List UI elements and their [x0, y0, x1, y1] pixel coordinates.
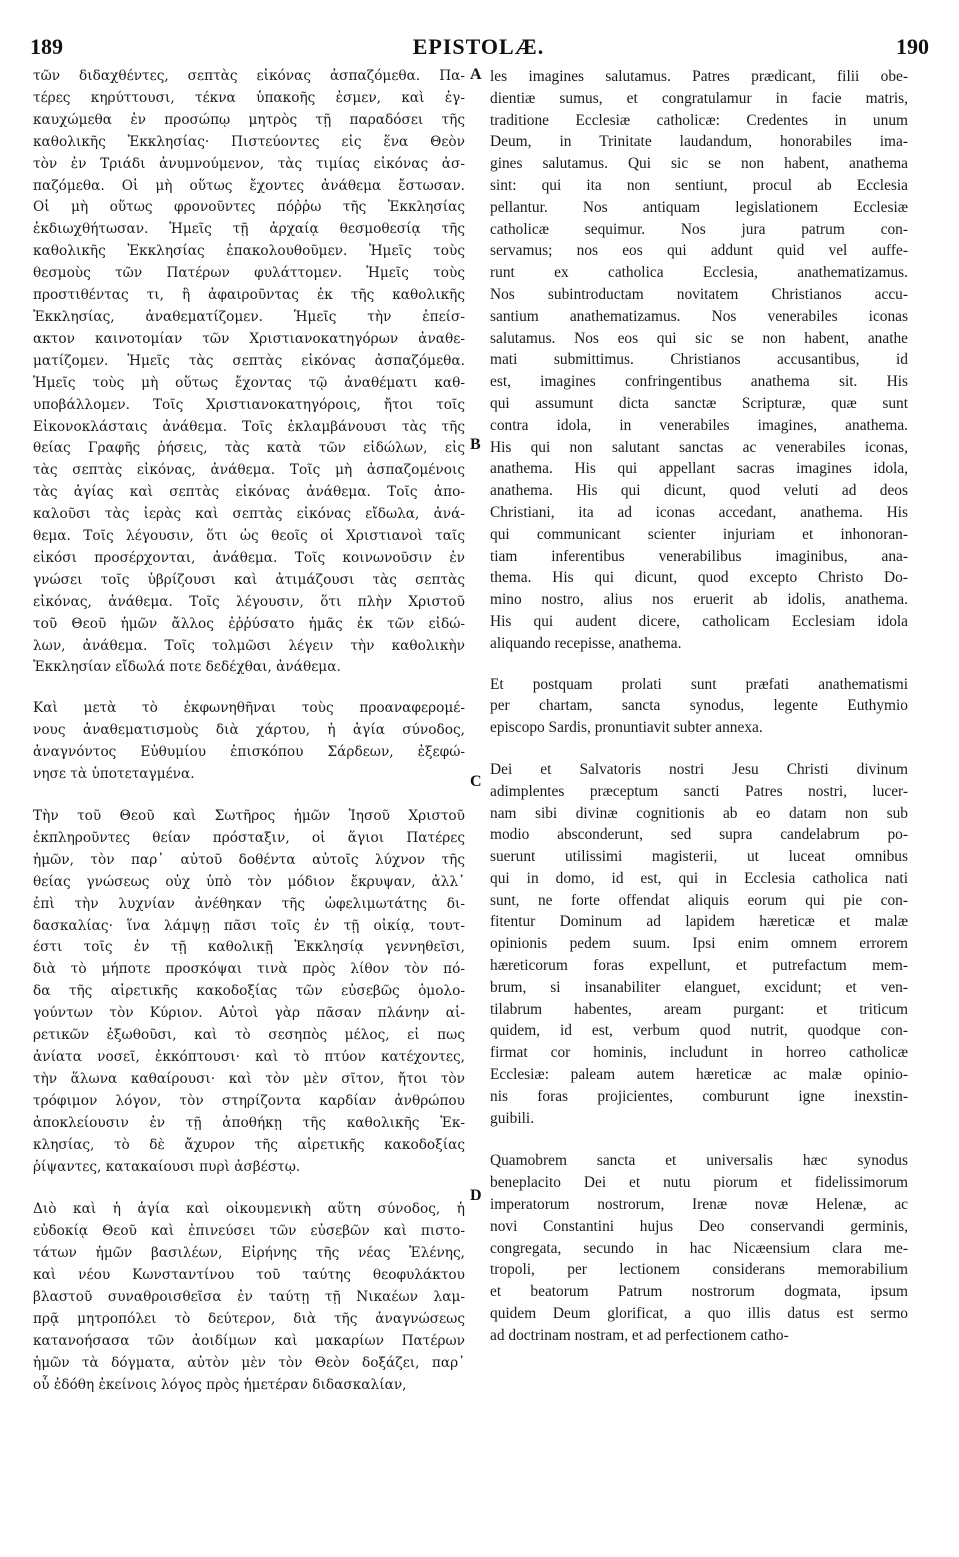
text-line: Ecclesiæ: paleam autem hæreticæ ac malæ opinio- [490, 1066, 908, 1084]
text-line: καλοῦσι τὰς ἱερὰς καὶ σεπτὰς εἰκόνας εἴδωλα, ἀνά- [33, 506, 465, 523]
page-number-left: 189 [30, 34, 63, 59]
text-line: τάτων ἡμῶν βασιλέων, Εἰρήνης τῆς νέας Ἑλένης, [33, 1245, 465, 1262]
text-line: ἀποκλείουσιν ἐν τῇ ἀποθήκῃ τῆς καθολικῆς Ἐκ- [33, 1114, 465, 1131]
text-line: salutamus. Nos eos qui sic se non habent, anathe [490, 329, 908, 347]
section-marker-a: A [470, 66, 482, 83]
text-line: catholicæ sequimur. Nos jura patrum con- [490, 220, 908, 238]
text-line: per chartam, sancta synodus, legente Euthymio [490, 697, 908, 715]
text-line: guibili. [490, 1109, 535, 1127]
latin-paragraph [490, 1150, 908, 1346]
text-line: et beatorum Patrum nostrorum dogmata, ipsum [490, 1283, 908, 1301]
text-line: qui in domo, id est, qui in Ecclesia catholica nati [490, 869, 908, 887]
text-line: ακτον καινοτομίαν τῶν Χριστιανοκατηγόρων ἀναθε- [33, 330, 465, 347]
text-line: dientiæ sumus, et congratulamur in facie matris, [490, 89, 908, 107]
text-line: πρᾷ μητροπόλει τὸ δεύτερον, διὰ τῆς ἀναγνώσεως [33, 1310, 465, 1327]
text-line: opinionis pedem suum. Ipsi enim omnem errorem [490, 935, 908, 953]
text-line: anathema. His qui dicunt, quod veluti ad deos [490, 482, 908, 500]
text-line: fitentur Dominum ad lapidem hæreticæ et malæ [490, 913, 908, 931]
latin-column [490, 66, 908, 1347]
text-line: εἰκόνας, ἀνάθεμα. Τοῖς λέγουσιν, ὅτι πλὴν Χριστοῦ [33, 593, 465, 610]
text-line: sint: qui ita non sentiunt, procul ab Ecclesia [490, 176, 908, 194]
text-line: novi Constantini hujus Deo conservandi germinis, [490, 1217, 908, 1235]
text-line: qui assumunt dicta sanctæ Scripturæ, quæ sunt [490, 394, 908, 412]
text-line: aliquando recepisse, anathema. [490, 634, 682, 652]
text-line: καὶ νέου Κωνσταντίνου τοῦ ταύτης θεοφυλάκτου [33, 1267, 465, 1284]
text-line: δα τῆς αἱρετικῆς κακοδοξίας τῶν εὐσεβῶς ὁμολο- [33, 983, 465, 1000]
text-line: Et postquam prolati sunt præfati anathematismi [490, 675, 908, 693]
text-line: διὰ τὸ μήποτε προσκόψαι τινὰ πρὸς λίθον τὸν πό- [33, 961, 465, 978]
text-line: congregata, secundo in hac Nicæensium clara me- [490, 1239, 908, 1257]
text-line: Deum, in Trinitate laudandum, honorabiles ima- [490, 133, 908, 151]
text-line: His qui non salutant sanctas ac venerabiles iconas, [490, 438, 908, 456]
text-line: τέρες κηρύττουσι, τέκνα ὑπακοῆς ἐσμεν, καὶ ἐγ- [33, 89, 465, 106]
greek-paragraph [33, 698, 465, 786]
text-line: ἐπὶ τὴν λυχνίαν ἀνέθηκαν τῆς ὠφελιμωτάτης δι- [33, 895, 465, 912]
text-line: κατανοήσασα τῶν ἀοιδίμων καὶ μακαρίων Πατέρων [33, 1332, 465, 1349]
text-line: Ἐκκλησίας, ἀναθεματίζομεν. Ἡμεῖς τὴν ἐπείσ- [33, 308, 465, 325]
text-line: imperatorum nostrorum, Irenæ novæ Helenæ, ac [490, 1196, 908, 1214]
text-line: mati submittimus. Christianos accusantibus, id [490, 351, 908, 369]
text-line: ἡμῶν, τὸν παρ᾽ αὐτοῦ δοθέντα αὐτοῖς λύχνον τῆς [33, 851, 465, 868]
text-line: tropoli, per lectionem considerans memorabilium [490, 1261, 908, 1279]
section-marker-c: C [470, 773, 482, 790]
text-line: λων, ἀνάθεμα. Τοῖς τολμῶσι λέγειν τὴν καθολικὴν [33, 637, 465, 654]
text-line: έστι τοῖς ἐν τῇ καθολικῇ Ἐκκλησίᾳ γεννηθεῖσι, [33, 939, 465, 956]
text-line: mino nostro, alius nos eruerit ab idolis, anathema. [490, 591, 908, 609]
text-line: est, imagines confringentibus anathema sit. His [490, 373, 908, 391]
text-line: ρετικῶν ἐξωθοῦσι, καὶ τὸ σεσηπὸς μέλος, εἰ πως [33, 1027, 465, 1044]
text-line: modio absconderunt, sed supra candelabrum po- [490, 826, 908, 844]
text-line: nam sibi divinæ cognitionis ab eo datam non sub [490, 804, 908, 822]
text-line: εἰκόσι προσέρχονται, ἀνάθεμα. Τοῖς κοινωνοῦσιν ἐν [33, 549, 465, 566]
text-line: sunt, ne forte offendat aliquis eorum qui pie con- [490, 891, 908, 909]
section-marker-d: D [470, 1187, 482, 1204]
greek-paragraph [33, 66, 465, 679]
text-line: τῶν διδαχθέντες, σεπτὰς εἰκόνας ἀσπαζόμεθα. Πα- [33, 68, 465, 84]
greek-paragraph [33, 1199, 465, 1396]
text-line: νους ἀναθεματισμοὺς διὰ χάρτου, ἡ ἁγία σύνοδος, [33, 722, 465, 739]
text-line: θείας Γραφῆς ῥήσεις, τὰς κατὰ τῶν εἰδώλων, εἰς [33, 440, 465, 457]
text-line: παζόμεθα. Οἱ μὴ οὕτως ἔχοντες ἀνάθεμα ἔστωσαν. [33, 177, 465, 194]
text-line: Διὸ καὶ ἡ ἁγία καὶ οἰκουμενικὴ αὕτη σύνοδος, ἡ [33, 1201, 465, 1218]
text-line: θείας γνώσεως οὐχ ὑπὸ τὸν μόδιον ἔκρυψαν, ἀλλ᾽ [33, 873, 465, 890]
text-line: Dei et Salvatoris nostri Jesu Christi divinum [490, 760, 908, 778]
text-line: βλαστοῦ συναθροισθεῖσα ἐν ταύτῃ τῇ Νικαέων λαμ- [33, 1289, 465, 1306]
text-line: κλησίας, τὸ δὲ ἄχυρον τῆς αἱρετικῆς κακοδοξίας [33, 1136, 465, 1153]
text-line: καθολικῆς Ἐκκλησίας· Πιστεύοντες εἰς ἕνα Θεὸν [33, 133, 465, 150]
text-line: εὐδοκίᾳ Θεοῦ καὶ ἐπινεύσει τῶν εὐσεβῶν καὶ πιστο- [33, 1223, 465, 1240]
text-line: ἐκδιωχθήτωσαν. Ἡμεῖς τῇ ἀρχαίᾳ θεσμοθεσίᾳ τῆς [33, 221, 465, 238]
text-line: γούντων τὸν Κύριον. Αὐτοὶ γὰρ πᾶσαν πλάνην αἱ- [33, 1005, 465, 1022]
text-line: ἐκπληροῦντες θείαν πρόσταξιν, οἱ ἅγιοι Πατέρες [33, 829, 465, 846]
page-number-right: 190 [896, 34, 929, 59]
text-line: tiam inferentibus venerabilibus imaginibus, ana- [490, 547, 908, 565]
text-line: traditione Ecclesiæ catholicæ: Credentes in unum [490, 111, 908, 129]
text-line: pellantur. Nos antiquam legislationem Ecclesiæ [490, 198, 908, 216]
text-line: δασκαλίας· ἵνα λάμψῃ πᾶσι τοῖς ἐν τῇ οἰκίᾳ, τουτ- [33, 917, 465, 934]
latin-paragraph [490, 66, 908, 655]
text-line: τὴν ἅλωνα καθαίρουσι· καὶ τὸν μὲν σῖτον, ἤτοι τὸν [33, 1070, 465, 1087]
text-line: Ἡμεῖς τοὺς μὴ οὕτως ἔχοντας τῷ ἀναθέματι καθ- [33, 374, 465, 391]
text-line: servamus; nos eos qui addunt quid vel auffe- [490, 242, 908, 260]
text-line: beneplacito Dei et nutu piorum et fidelissimorum [490, 1174, 908, 1192]
text-line: contra idola, in venerabiles imagines, anathema. [490, 416, 908, 434]
text-line: τρόφιμον λόγον, τὸν στηρίζοντα καρδίαν ἀνθρώπου [33, 1092, 465, 1109]
text-line: τὰς σεπτὰς εἰκόνας, ἀνάθεμα. Τοῖς μὴ ἀσπαζομένοις [33, 462, 465, 479]
section-marker-b: B [470, 436, 481, 453]
text-line: quidem Deum glorificat, a quo illis datus est sermo [490, 1305, 908, 1323]
text-line: υποβάλλομεν. Τοῖς Χριστιανοκατηγόροις, ἤτοι τοῖς [33, 396, 465, 413]
text-line: les imagines salutamus. Patres prædicant, filii obe- [490, 68, 908, 85]
text-line: καυχώμεθα ἐν προσώπῳ μητρὸς τῇ παραδόσει τῆς [33, 111, 465, 128]
text-line: Ἐκκλησίαν εἴδωλά ποτε δεδέχθαι, ἀνάθεμα. [33, 659, 341, 676]
text-line: τοῦ Θεοῦ ἡμῶν ἄλλος ἐῤῥύσατο ἡμᾶς ἐκ τῶν εἰδώ- [33, 615, 465, 632]
text-line: οὗ ἐδόθη ἐκείνοις λόγος πρὸς ἡμετέραν διδασκαλίαν, [33, 1376, 407, 1393]
text-line: tilabrum habentes, aream purgant: et triticum [490, 1000, 908, 1018]
text-line: ματίζομεν. Ἡμεῖς τὰς σεπτὰς εἰκόνας ἀσπαζόμεθα. [33, 352, 465, 369]
text-line: ἀναγνόντος Εὐθυμίου ἐπισκόπου Σάρδεων, ἐξεφώ- [33, 744, 465, 761]
text-line: καθολικῆς Ἐκκλησίας ἐπακολουθοῦμεν. Ἡμεῖς τοὺς [33, 243, 465, 260]
text-line: Nos subintroductam novitatem Christianos accu- [490, 285, 908, 303]
text-line: θεμα. Τοῖς λέγουσιν, ὅτι ὡς θεοῖς οἱ Χριστιανοὶ ταῖς [33, 528, 465, 545]
text-line: ῥίψαντες, κατακαίουσι πυρὶ ἀσβέστῳ. [33, 1158, 301, 1175]
text-line: adimplentes præceptum sancti Patres nostri, lucer- [490, 782, 908, 800]
greek-paragraph [33, 806, 465, 1178]
text-line: προστιθέντας τι, ἢ ἀφαιροῦντας ἐκ τῆς καθολικῆς [33, 287, 465, 304]
text-line: brum, si insanabiliter elanguet, excidunt; et ven- [490, 978, 908, 996]
greek-column [33, 66, 465, 1397]
text-line: His qui audent dicere, catholicam Ecclesiam idola [490, 612, 908, 630]
text-line: episcopo Sardis, pronuntiavit subter annexa. [490, 719, 763, 737]
running-title: EPISTOLÆ. [412, 34, 545, 59]
text-line: ad doctrinam nostram, et ad perfectionem catho- [490, 1326, 789, 1344]
latin-paragraph [490, 674, 908, 739]
text-line: ἀνίατα νοσεῖ, ἐκκόπτουσι· καὶ τὸ πτύον κατέχοντες, [33, 1048, 465, 1065]
text-line: santium anathematizamus. Nos venerabiles iconas [490, 307, 908, 325]
text-line: Christiani, ita ad iconas accedant, anathema. His [490, 503, 908, 521]
text-line: Οἱ μὴ οὕτως φρονοῦντες πόῤῥω τῆς Ἐκκλησίας [33, 199, 465, 216]
text-line: anathema. His qui appellant sacras imagines idola, [490, 460, 908, 478]
text-line: τὸν ἐν Τριάδι ἀνυμνούμενον, τὰς τιμίας εἰκόνας ἀσ- [33, 155, 465, 172]
text-line: thema. His qui dicunt, quod excepto Christo Do- [490, 569, 908, 587]
text-line: ἡμῶν τὰ δόγματα, αὐτὸν μὲν τὸν Θεὸν δοξάζει, παρ᾽ [33, 1354, 465, 1371]
text-line: runt ex catholica Ecclesia, anathematizamus. [490, 264, 908, 282]
text-line: τὰς ἁγίας καὶ σεπτὰς εἰκόνας ἀνάθεμα. Τοῖς ἀπο- [33, 484, 465, 501]
text-line: firmat cor hominis, includunt in horreo catholicæ [490, 1044, 908, 1062]
text-line: Quamobrem sancta et universalis hæc synodus [490, 1152, 908, 1170]
text-line: γνώσει τοῖς ὑβρίζουσι καὶ ἀτιμάζουσι τὰς σεπτὰς [33, 571, 465, 588]
text-line: Τὴν τοῦ Θεοῦ καὶ Σωτῆρος ἡμῶν Ἰησοῦ Χριστοῦ [33, 808, 465, 824]
text-line: gines salutamus. Qui sic se non habent, anathema [490, 155, 908, 173]
text-line: θεσμοὺς τῶν Πατέρων φυλάττομεν. Ἡμεῖς τοὺς [33, 265, 465, 282]
text-line: qui communicant scienter injuriam et inhonoran- [490, 525, 908, 543]
text-line: Εἰκονοκλάσταις ἀνάθεμα. Τοῖς ἐκλαμβάνουσι τὰς τῆς [33, 418, 465, 435]
latin-paragraph [490, 759, 908, 1130]
text-line: Καὶ μετὰ τὸ ἐκφωνηθῆναι τοὺς προαναφερομέ- [33, 700, 465, 717]
page-header [28, 34, 929, 64]
text-line: νησε τὰ ὑποτεταγμένα. [33, 766, 195, 783]
text-line: nis foras projicientes, comburunt igne inexstin- [490, 1087, 908, 1105]
text-line: suerunt utilissimi magisterii, ut luceat omnibus [490, 848, 908, 866]
text-line: hæreticorum foras expellunt, et putrefactum mem- [490, 957, 908, 975]
text-line: quidem, id est, verbum quod nutrit, quodque con- [490, 1022, 908, 1040]
